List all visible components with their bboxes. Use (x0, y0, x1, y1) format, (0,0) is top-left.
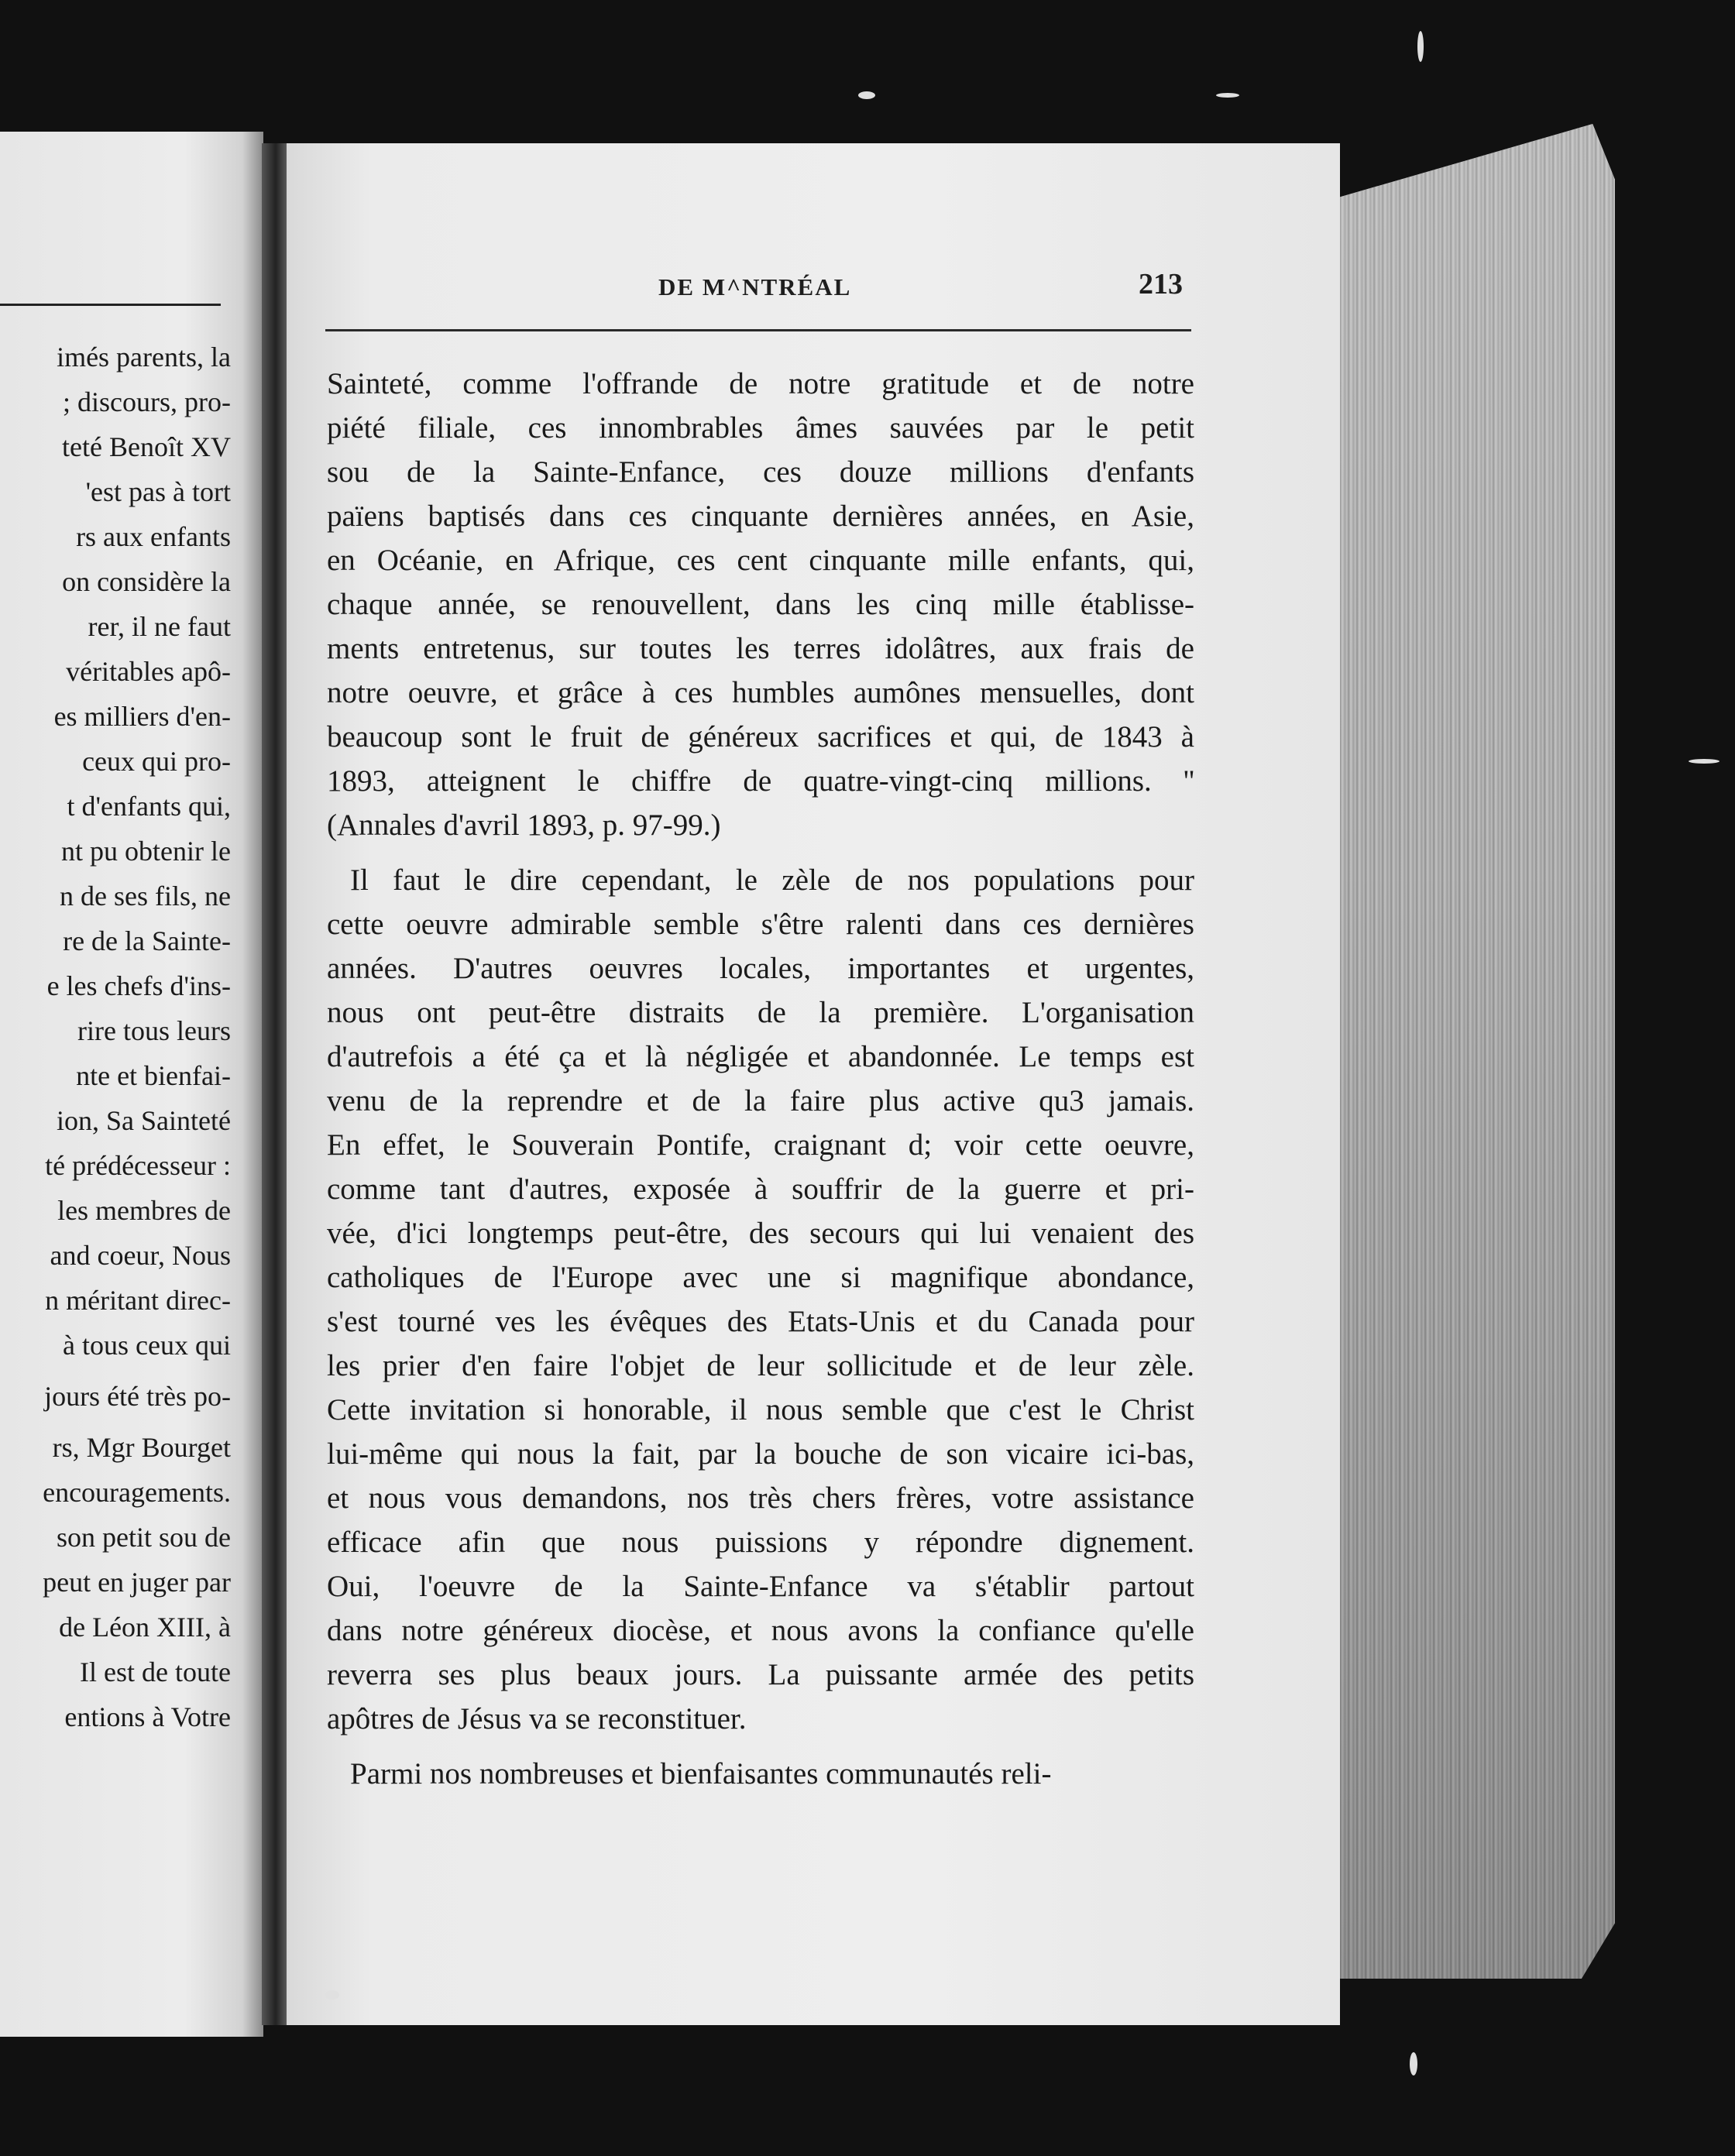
left-text-line: imés parents, la (57, 342, 231, 372)
text-line: 1893, atteignent le chiffre de quatre-vingt-cinq millions. '' (327, 764, 1194, 798)
left-text-line: nte et bienfai- (76, 1060, 231, 1091)
text-line: (Annales d'avril 1893, p. 97-99.) (327, 808, 721, 842)
text-line: et nous vous demandons, nos très chers frères, votre assistance (327, 1481, 1194, 1515)
left-text-line: n de ses fils, ne (60, 881, 231, 911)
text-line: les prier d'en faire l'objet de leur sollicitude et de leur zèle. (327, 1349, 1194, 1382)
text-line: vée, d'ici longtemps peut-être, des secours qui lui venaient des (327, 1217, 1194, 1250)
text-line: catholiques de l'Europe avec une si magnifique abondance, (327, 1261, 1194, 1294)
text-line: apôtres de Jésus va se reconstituer. (327, 1702, 747, 1735)
dust-speck (1216, 93, 1239, 98)
left-text-line: son petit sou de (57, 1522, 231, 1553)
page-number: 213 (1139, 268, 1183, 300)
left-text-line: entions à Votre (64, 1701, 231, 1732)
text-line: nous ont peut-être distraits de la première. L'organisation (327, 996, 1194, 1029)
body-text (327, 362, 1194, 1796)
text-line: dans notre généreux diocèse, et nous avons la confiance qu'elle (327, 1614, 1194, 1647)
left-text-line: rer, il ne faut (88, 611, 231, 642)
dust-speck (325, 1990, 339, 2000)
left-text-line: on considère la (62, 566, 231, 597)
text-line: années. D'autres oeuvres locales, importantes et urgentes, (327, 952, 1194, 985)
left-text-line: ; discours, pro- (63, 386, 231, 417)
main-page (287, 143, 1340, 2025)
text-line: efficace afin que nous puissions y répondre dignement. (327, 1526, 1194, 1559)
text-line: d'autrefois a été ça et là négligée et abandonnée. Le temps est (327, 1040, 1194, 1073)
text-line: comme tant d'autres, exposée à souffrir de la guerre et pri- (327, 1172, 1194, 1206)
left-text-line: es milliers d'en- (53, 701, 231, 732)
left-text-line: à tous ceux qui (63, 1330, 231, 1361)
text-line: Parmi nos nombreuses et bienfaisantes communautés reli- (350, 1757, 1052, 1790)
text-line: Cette invitation si honorable, il nous semble que c'est le Christ (327, 1393, 1194, 1426)
text-line: Il faut le dire cependant, le zèle de nos populations pour (350, 863, 1194, 897)
left-text-line: 'est pas à tort (85, 476, 231, 507)
text-line: en Océanie, en Afrique, ces cent cinquante mille enfants, qui, (327, 544, 1194, 577)
left-text-line: té prédécesseur : (45, 1150, 231, 1181)
book-gutter (262, 143, 290, 2025)
left-text-line: rs, Mgr Bourget (52, 1432, 231, 1463)
text-line: ments entretenus, sur toutes les terres idolâtres, aux frais de (327, 632, 1194, 665)
left-text-line: ceux qui pro- (82, 746, 231, 777)
left-text-line: t d'enfants qui, (67, 791, 231, 822)
text-line: notre oeuvre, et grâce à ces humbles aumônes mensuelles, dont (327, 676, 1194, 709)
left-text-line: rire tous leurs (77, 1015, 231, 1046)
text-line: sou de la Sainte-Enfance, ces douze millions d'enfants (327, 455, 1194, 489)
text-line: Oui, l'oeuvre de la Sainte-Enfance va s'établir partout (327, 1570, 1194, 1603)
text-line: Sainteté, comme l'offrande de notre gratitude et de notre (327, 367, 1194, 400)
text-line: En effet, le Souverain Pontife, craignant d; voir cette oeuvre, (327, 1128, 1194, 1162)
left-page-text (0, 335, 231, 1739)
left-text-line: e les chefs d'ins- (46, 970, 231, 1001)
left-text-line: ion, Sa Sainteté (57, 1105, 231, 1136)
text-line: cette oeuvre admirable semble s'être ralenti dans ces dernières (327, 908, 1194, 941)
header-rule (325, 329, 1191, 331)
left-text-line: véritables apô- (66, 656, 231, 687)
dust-speck (1410, 2052, 1417, 2075)
left-facing-page (0, 132, 263, 2037)
left-text-line: teté Benoît XV (62, 431, 231, 462)
text-line: païens baptisés dans ces cinquante dernières années, en Asie, (327, 500, 1194, 533)
page-block-shading (1336, 124, 1615, 1979)
left-text-line: les membres de (57, 1195, 231, 1226)
left-text-line: jours été très po- (44, 1381, 231, 1412)
left-text-line: and coeur, Nous (50, 1240, 231, 1271)
text-line: chaque année, se renouvellent, dans les cinq mille établisse- (327, 588, 1194, 621)
left-text-line: peut en juger par (43, 1567, 231, 1598)
left-text-line: Il est de toute (80, 1656, 231, 1687)
left-text-line: n méritant direc- (45, 1285, 231, 1316)
left-page-header-rule (0, 304, 221, 306)
left-text-line: encouragements. (43, 1477, 231, 1508)
text-line: beaucoup sont le fruit de généreux sacrifices et qui, de 1843 à (327, 720, 1194, 754)
running-head: DE M^NTRÉAL (658, 273, 852, 300)
left-text-line: nt pu obtenir le (61, 836, 231, 867)
left-text-line: rs aux enfants (76, 521, 231, 552)
text-line: piété filiale, ces innombrables âmes sauvées par le petit (327, 411, 1194, 445)
text-line: reverra ses plus beaux jours. La puissante armée des petits (327, 1658, 1194, 1691)
text-line: lui-même qui nous la fait, par la bouche de son vicaire ici-bas, (327, 1437, 1194, 1471)
left-text-line: re de la Sainte- (63, 925, 231, 956)
left-text-line: de Léon XIII, à (59, 1612, 231, 1643)
text-line: s'est tourné ves les évêques des Etats-Unis et du Canada pour (327, 1305, 1194, 1338)
dust-speck (1417, 31, 1424, 62)
dust-speck (1689, 759, 1720, 764)
text-line: venu de la reprendre et de la faire plus active qu3 jamais. (327, 1084, 1194, 1117)
dust-speck (858, 91, 875, 99)
